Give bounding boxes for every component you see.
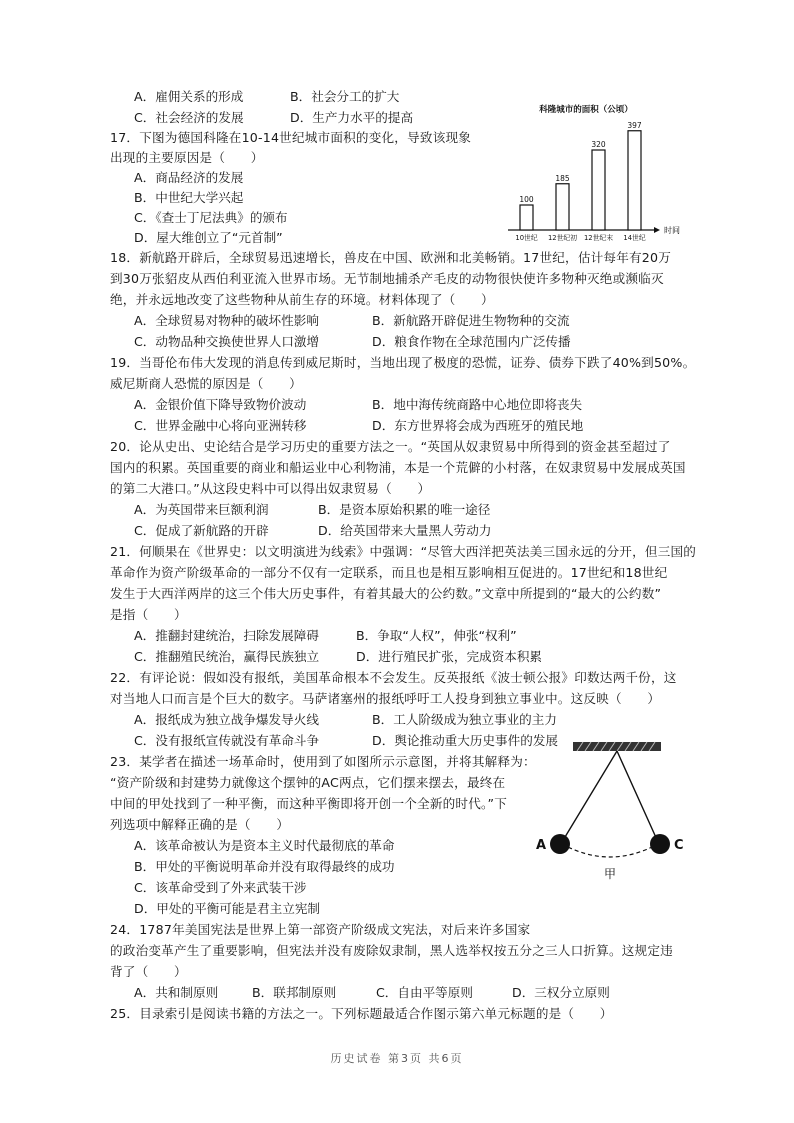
q19-option-b[interactable]: B．地中海传统商路中心地位即将丧失 [372, 397, 583, 412]
q23-stem-line3: 中间的甲处找到了一种平衡，而这种平衡即将开创一个全新的时代。”下 [110, 796, 508, 811]
q18-option-b[interactable]: B．新航路开辟促进生物物种的交流 [372, 313, 570, 328]
q19-option-a[interactable]: A．金银价值下降导致物价波动 [134, 397, 307, 412]
q21-stem-line1: 21．何顺果在《世界史：以文明演进为线索》中强调：“尽管大西洋把英法美三国永远的分开，但三国的 [110, 544, 697, 559]
q23-stem-line1: 23．某学者在描述一场革命时，使用到了如图所示示意图，并将其解释为： [110, 754, 536, 769]
q20-stem-line1: 20．论从史出、史论结合是学习历史的重要方法之一。“英国从奴隶贸易中所得到的资金甚至超过了 [110, 439, 671, 454]
chart-bar-2 [592, 150, 605, 230]
q21-stem-line4: 是指（ ） [110, 607, 187, 622]
q21-stem-line3: 发生于大西洋两岸的这三个伟大历史事件，有着其最大的公约数。”文章中所提到的“最大的公约数” [110, 586, 662, 601]
q22-option-d[interactable]: D．舆论推动重大历史事件的发展 [372, 733, 559, 748]
q25-stem-line1: 25．目录索引是阅读书籍的方法之一。下列标题最适合作图示第六单元标题的是（ ） [110, 1006, 613, 1021]
q19-option-d[interactable]: D．东方世界将会成为西班牙的殖民地 [372, 418, 584, 433]
pendulum-arc [562, 844, 658, 857]
q24-option-b[interactable]: B．联邦制原则 [252, 985, 337, 1000]
q16-option-a[interactable]: A．雇佣关系的形成 [134, 89, 244, 104]
q22-option-c[interactable]: C．没有报纸宣传就没有革命斗争 [134, 733, 320, 748]
chart-value-label-3: 397 [627, 120, 642, 130]
q24-stem-line3: 背了（ ） [110, 964, 187, 979]
q17-option-a[interactable]: A．商品经济的发展 [134, 170, 244, 185]
q16-option-b[interactable]: B．社会分工的扩大 [290, 89, 400, 104]
q18-stem-line2: 到30万张貂皮从西伯利亚流入世界市场。无节制地捕杀产毛皮的动物很快使许多物种灭绝或濒临灭 [110, 271, 664, 286]
q18-option-c[interactable]: C．动物品种交换使世界人口激增 [134, 334, 320, 349]
q19-stem-line1: 19．当哥伦布伟大发现的消息传到威尼斯时，当地出现了极度的恐慌，证券、债券下跌了40%到50%。 [110, 355, 696, 370]
q20-stem-line3: 的第二大港口。”从这段史料中可以得出奴隶贸易（ ） [110, 481, 431, 496]
q20-option-d[interactable]: D．给英国带来大量黑人劳动力 [318, 523, 492, 538]
chart-value-label-1: 185 [555, 173, 570, 183]
q17-option-b[interactable]: B．中世纪大学兴起 [134, 190, 244, 205]
q17-stem-line1: 17．下图为德国科隆在10-14世纪城市面积的变化，导致该现象 [110, 130, 472, 145]
q20-option-b[interactable]: B．是资本原始积累的唯一途径 [318, 502, 491, 517]
q23-option-c[interactable]: C．该革命受到了外来武装干涉 [134, 880, 307, 895]
label-jia: 甲 [604, 867, 617, 881]
bob-c [650, 834, 670, 854]
q18-option-d[interactable]: D．粮食作物在全球范围内广泛传播 [372, 334, 571, 349]
q17-option-c[interactable]: C．《查士丁尼法典》的颁布 [134, 210, 288, 225]
chart-category-label-1: 12世纪初 [547, 234, 578, 242]
q21-option-d[interactable]: D．进行殖民扩张，完成资本积累 [356, 649, 543, 664]
q24-option-d[interactable]: D．三权分立原则 [512, 985, 610, 1000]
q21-option-a[interactable]: A．推翻封建统治，扫除发展障碍 [134, 628, 319, 643]
label-c: C [674, 838, 684, 853]
q20-option-a[interactable]: A．为英国带来巨额利润 [134, 502, 269, 517]
q20-stem-line2: 国内的积累。英国重要的商业和船运业中心利物浦，本是一个荒僻的小村落，在奴隶贸易中发展成英国 [110, 460, 686, 475]
chart-value-label-2: 320 [591, 140, 606, 149]
chart-bar-0 [520, 205, 533, 230]
q22-stem-line1: 22．有评论说：假如没有报纸，美国革命根本不会发生。反英报纸《波士顿公报》印数达两千份，这 [110, 670, 677, 685]
chart-bar-3 [628, 131, 641, 230]
q24-stem-line1: 24．1787年美国宪法是世界上第一部资产阶级成文宪法，对后来许多国家 [110, 922, 531, 937]
q16-option-c[interactable]: C．社会经济的发展 [134, 110, 244, 125]
q18-option-a[interactable]: A．全球贸易对物种的破坏性影响 [134, 313, 319, 328]
q20-option-c[interactable]: C．促成了新航路的开辟 [134, 523, 269, 538]
q22-option-a[interactable]: A．报纸成为独立战争爆发导火线 [134, 712, 319, 727]
chart-bar-1 [556, 184, 569, 230]
q23-stem-line4: 列选项中解释正确的是（ ） [110, 817, 290, 832]
q16-option-d[interactable]: D．生产力水平的提高 [290, 110, 414, 125]
q24-option-c[interactable]: C．自由平等原则 [376, 985, 473, 1000]
q23-option-a[interactable]: A．该革命被认为是资本主义时代最彻底的革命 [134, 838, 395, 853]
chart-category-label-0: 10世纪 [515, 234, 538, 242]
pendulum-diagram [530, 738, 690, 893]
cologne-area-chart [502, 100, 682, 246]
q23-option-b[interactable]: B．甲处的平衡说明革命并没有取得最终的成功 [134, 859, 395, 874]
q17-option-d[interactable]: D．屋大维创立了“元首制” [134, 230, 283, 245]
chart-title: 科隆城市的面积（公顷） [539, 105, 633, 115]
q19-stem-line2: 威尼斯商人恐慌的原因是（ ） [110, 376, 302, 391]
page-footer: 历史试卷 第3页 共6页 [330, 1052, 464, 1065]
q19-option-c[interactable]: C．世界金融中心将向亚洲转移 [134, 418, 307, 433]
chart-value-label-0: 100 [519, 195, 534, 204]
q23-stem-line2: “资产阶级和封建势力就像这个摆钟的AC两点，它们摆来摆去，最终在 [110, 775, 506, 790]
q18-stem-line1: 18．新航路开辟后，全球贸易迅速增长，兽皮在中国、欧洲和北美畅销。17世纪，估计每年有20万 [110, 250, 672, 265]
bob-a [550, 834, 570, 854]
pendulum-string-right [617, 751, 658, 842]
q18-stem-line3: 绝，并永远地改变了这些物种从前生存的环境。材料体现了（ ） [110, 292, 494, 307]
label-a: A [536, 838, 547, 853]
q21-option-b[interactable]: B．争取“人权”，伸张“权利” [356, 628, 517, 643]
q24-stem-line2: 的政治变革产生了重要影响，但宪法并没有废除奴隶制，黑人选举权按五分之三人口折算。这规定违 [110, 943, 673, 958]
q24-option-a[interactable]: A．共和制原则 [134, 985, 219, 1000]
chart-category-label-3: 14世纪 [623, 234, 646, 242]
chart-xlabel: 时间 [664, 226, 680, 235]
q22-option-b[interactable]: B．工人阶级成为独立事业的主力 [372, 712, 557, 727]
q21-stem-line2: 革命作为资产阶级革命的一部分不仅有一定联系，而且也是相互影响相互促进的。17世纪和18世纪 [110, 565, 668, 580]
pendulum-string-left [562, 751, 617, 842]
chart-x-axis-arrow [654, 227, 660, 233]
q22-stem-line2: 对当地人口而言是个巨大的数字。马萨诸塞州的报纸呼吁工人投身到独立事业中。这反映（ ） [110, 691, 661, 706]
q23-option-d[interactable]: D．甲处的平衡可能是君主立宪制 [134, 901, 321, 916]
chart-category-label-2: 12世纪末 [583, 234, 614, 242]
q21-option-c[interactable]: C．推翻殖民统治，赢得民族独立 [134, 649, 320, 664]
q17-stem-line2: 出现的主要原因是（ ） [110, 150, 264, 165]
